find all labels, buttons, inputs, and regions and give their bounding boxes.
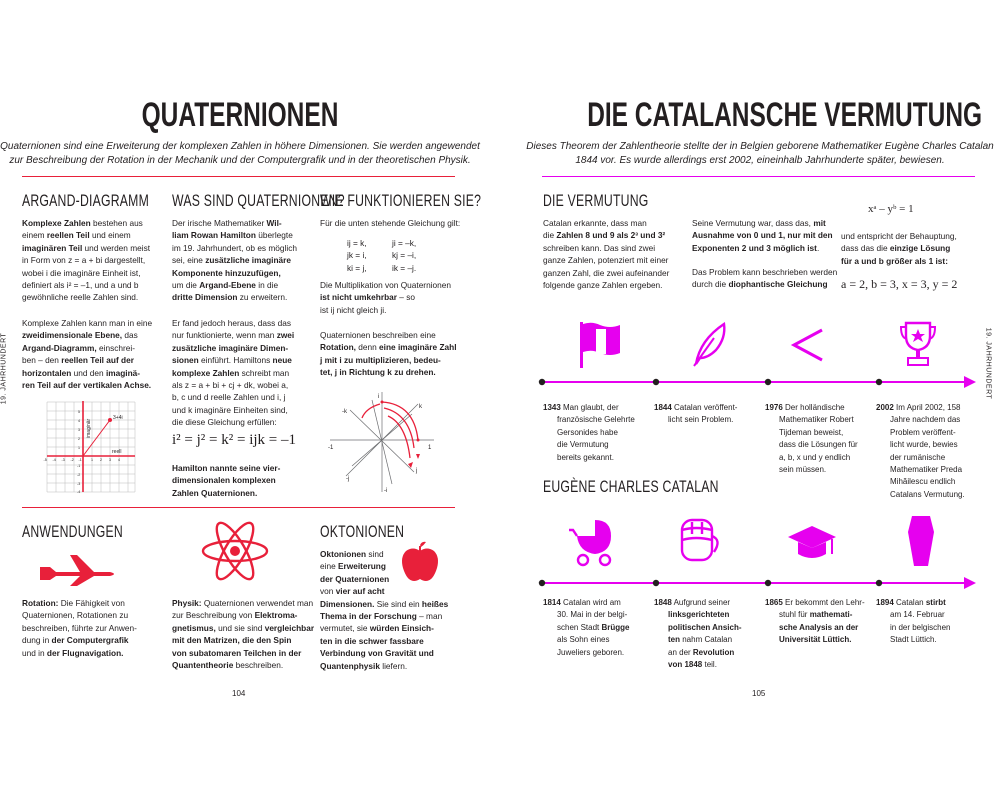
- text-line: Physik: Quaternionen verwendet man: [172, 598, 314, 608]
- left-divider-middle: [22, 507, 455, 508]
- argand-diagram: [44, 398, 138, 494]
- text-line: beschreiben, führte zur Anwen-: [22, 622, 137, 633]
- svg-text:-1: -1: [77, 464, 81, 468]
- text-line: ganze Zahlen, potenziert mit einer: [543, 255, 669, 266]
- text-line: ten in die schwer fassbare: [320, 635, 424, 646]
- text-line: wobei i die imaginäre Einheit ist,: [22, 267, 141, 278]
- timeline-1-entry-1343: 1343 Man glaubt, der französische Gelehrte Gersonides habe die Vermutung bereits gekannt.: [543, 403, 635, 462]
- svg-text:1: 1: [91, 458, 93, 462]
- text-line: ganzen Zahl, die zwei aufeinander: [543, 267, 670, 278]
- svg-text:i: i: [378, 394, 380, 400]
- right-intro: Dieses Theorem der Zahlentheorie stellte der in Belgien geborene Mathematiker Eugène Charles Catalan 1844 vor. Es wurde allerdings erst 2002, eineinhalb Jahrhunderte später, bewiesen.: [526, 141, 994, 166]
- mortarboard-icon: [786, 524, 838, 564]
- svg-text:k: k: [419, 404, 422, 410]
- text-line: die Zahlen 8 und 9 als 2³ und 3²: [543, 230, 666, 241]
- text-line: gewöhnliche reelle Zahlen sind.: [22, 292, 139, 303]
- timeline-dot: [765, 580, 771, 586]
- text-line: nur funktionierte, wenn man zwei: [172, 330, 295, 341]
- less-than-icon: [788, 326, 826, 364]
- text-line: j mit i zu multiplizieren, bedeu-: [320, 354, 441, 365]
- timeline-dot: [653, 379, 659, 385]
- text-line: durch die diophantische Gleichung: [692, 279, 828, 290]
- text-line: sei, eine zusätzliche imaginäre: [172, 255, 291, 266]
- text-line: zweidimensionale Ebene, das: [22, 330, 138, 341]
- text-line: b, c und d reelle Zahlen und i, j: [172, 392, 286, 403]
- wie-paragraph-1: [320, 217, 465, 229]
- timeline-1-axis: [538, 375, 978, 389]
- text-line: imaginären Teil und werden meist: [22, 242, 151, 253]
- svg-text:-j: -j: [346, 476, 350, 482]
- text-line: Thema in der Forschung – man: [320, 611, 443, 622]
- argand-heading: ARGAND-DIAGRAMM: [22, 191, 150, 210]
- text-line: Das Problem kann beschrieben werden: [692, 267, 838, 277]
- svg-text:-3: -3: [61, 458, 65, 462]
- was-paragraph-3: [172, 462, 312, 499]
- left-page-title: QUATERNIONEN: [141, 96, 339, 134]
- svg-text:3: 3: [109, 458, 111, 462]
- svg-text:4: 4: [118, 458, 120, 462]
- text-line: zur Beschreibung von Elektroma-: [172, 610, 298, 621]
- timeline-2-entry-1814: 1814 Catalan wird am 30. Mai in der belgi- schen Stadt Brügge als Sohn eines Juweliers geboren.: [543, 598, 630, 657]
- svg-text:-2: -2: [77, 473, 81, 477]
- left-page-number: 104: [232, 689, 246, 698]
- timeline-1-entry-2002: 2002 Im April 2002, 158 Jahre nachdem das Problem veröffent- licht wurde, bewies der rumänische Mathematiker Preda Mihăilescu endlich Catalans Vermutung.: [876, 403, 965, 499]
- text-line: folgende ganze Zahlen ergeben.: [543, 280, 663, 291]
- timeline-dot: [653, 580, 659, 586]
- timeline-2-entry-1848: 1848 Aufgrund seiner linksgerichteten politischen Ansich- ten nahm Catalan an der Revolution von 1848 teil.: [654, 598, 742, 670]
- svg-text:-1: -1: [78, 458, 82, 462]
- timeline-1-entry-1976: 1976 Der holländische Mathematiker Robert Tijdeman beweist, dass die Lösungen für a, b, x und y endlich sein müssen.: [765, 403, 858, 475]
- argand-imag-label: imaginär: [86, 418, 92, 438]
- text-line: von subatomaren Teilchen in der: [172, 647, 302, 658]
- svg-text:2: 2: [78, 437, 80, 441]
- was-paragraph-2: [172, 317, 312, 429]
- right-page-number: 105: [752, 689, 766, 698]
- argand-y-ticks: [77, 410, 80, 494]
- svg-text:2: 2: [100, 458, 102, 462]
- text-line: einem reellen Teil und einem: [22, 230, 131, 241]
- text-line: gnetismus, und sie sind vergleichbar: [172, 622, 315, 633]
- physik-paragraph: [172, 597, 317, 671]
- text-line: Seine Vermutung war, dass das, mit: [692, 218, 826, 228]
- timeline-1-entry-1844: 1844 Catalan veröffent- licht sein Problem.: [654, 403, 738, 425]
- text-line: für a und b größer als 1 ist:: [841, 255, 948, 266]
- timeline-dot: [765, 379, 771, 385]
- text-line: Exponenten 2 und 3 möglich ist.: [692, 242, 820, 253]
- text-line: Oktonionen sind: [320, 549, 384, 559]
- wie-equations: ij = k, ji = –k, jk = i, kj = –i, ki = j, ik = –j.: [347, 238, 417, 273]
- timeline-dot: [539, 379, 545, 385]
- svg-text:5: 5: [78, 410, 80, 414]
- timeline-2-entry-1865: 1865 Er bekommt den Lehr- stuhl für mathemati- sche Analysis an der Universität Lüttich.: [765, 598, 865, 645]
- text-line: ben – den reellen Teil auf der: [22, 355, 134, 366]
- vermutung-paragraph-1: [543, 217, 683, 291]
- svg-text:-i: -i: [384, 488, 388, 494]
- was-heading: WAS SIND QUATERNIONEN?: [172, 191, 345, 210]
- text-line: Komplexe Zahlen kann man in eine: [22, 318, 153, 328]
- argand-real-label: reell: [112, 449, 122, 455]
- svg-text:-1: -1: [328, 445, 334, 451]
- feather-icon: [690, 320, 730, 368]
- vermutung-heading: DIE VERMUTUNG: [543, 191, 649, 210]
- oktonionen-heading: OKTONIONEN: [320, 522, 405, 541]
- text-line: definiert als i² = –1, und a und b: [22, 280, 139, 291]
- text-line: Quantenphysik liefern.: [320, 660, 408, 671]
- text-line: sionen einführt. Hamiltons neue: [172, 355, 292, 366]
- text-line: Rotation, denn eine imaginäre Zahl: [320, 342, 457, 353]
- catalan-heading: EUGÈNE CHARLES CATALAN: [543, 477, 719, 496]
- svg-text:-3: -3: [77, 482, 81, 486]
- right-divider-top: [542, 176, 975, 177]
- text-line: ist nicht umkehrbar – so: [320, 292, 415, 303]
- argand-point-label: 3+4i: [113, 415, 123, 421]
- was-paragraph-1: [172, 217, 312, 304]
- argand-paragraph-1: [22, 217, 162, 304]
- text-line: und k imaginäre Einheiten sind,: [172, 404, 288, 415]
- text-line: und in der Flugnavigation.: [22, 647, 124, 658]
- vermutung-paragraph-4: [841, 230, 981, 267]
- vermutung-paragraph-2: [692, 217, 842, 254]
- timeline-dot: [539, 580, 545, 586]
- text-line: als z = a + bi + cj + dk, wobei a,: [172, 380, 289, 391]
- text-line: zusätzliche imaginäre Dimen-: [172, 342, 289, 353]
- text-line: eine Erweiterung: [320, 561, 386, 572]
- atom-icon: [199, 522, 271, 580]
- solution-equation: a = 2, b = 3, x = 3, y = 2: [841, 277, 958, 291]
- rotation-labels: [328, 394, 432, 494]
- text-line: in Form von z = a + bi dargestellt,: [22, 255, 146, 266]
- svg-text:1: 1: [428, 445, 432, 451]
- svg-text:j: j: [416, 468, 418, 474]
- svg-text:-5: -5: [43, 458, 47, 462]
- rotation-paragraph: [22, 597, 162, 659]
- text-line: tet, j in Richtung k zu drehen.: [320, 367, 436, 378]
- text-line: Die Multiplikation von Quaternionen: [320, 280, 451, 290]
- text-line: schreiben kann. Das sind zwei: [543, 242, 656, 253]
- text-line: Komponente hinzuzufügen,: [172, 267, 281, 278]
- coffin-icon: [906, 514, 936, 568]
- wie-heading: WIE FUNKTIONIEREN SIE?: [320, 191, 482, 210]
- svg-text:3: 3: [78, 428, 80, 432]
- text-line: Catalan erkannte, dass man: [543, 218, 647, 228]
- quaternion-rotation-diagram: [322, 388, 442, 498]
- airplane-icon: [36, 553, 120, 587]
- text-line: ren Teil auf der vertikalen Achse.: [22, 380, 152, 391]
- text-line: horizontalen und den imaginä-: [22, 367, 141, 378]
- flag-icon: [578, 320, 624, 370]
- text-line: dass das die einzige Lösung: [841, 243, 951, 254]
- left-intro: Quaternionen sind eine Erweiterung der komplexen Zahlen in höhere Dimensionen. Sie werden angewendet zur Beschreibung der Rotation in der Mechanik und der Computergrafik und in der theoretischen Physik.: [0, 141, 480, 166]
- text-line: und entspricht der Behauptung,: [841, 231, 957, 241]
- text-line: komplexe Zahlen schreibt man: [172, 367, 290, 378]
- left-side-label: 19. JAHRHUNDERT: [0, 332, 8, 405]
- trophy-icon: [898, 320, 938, 368]
- text-line: Quaternionen, Rotationen zu: [22, 610, 129, 621]
- text-line: der Quaternionen: [320, 573, 390, 584]
- argand-x-ticks: [44, 458, 121, 462]
- svg-text:-4: -4: [52, 458, 56, 462]
- text-line: dimensionalen komplexen: [172, 475, 276, 486]
- right-page-title: DIE CATALANSCHE VERMUTUNG: [587, 96, 983, 134]
- text-line: Komplexe Zahlen bestehen aus: [22, 218, 143, 228]
- wie-paragraph-2: [320, 279, 465, 316]
- timeline-2-entry-1894: 1894 Catalan stirbt am 14. Februar in der belgischen Stadt Lüttich.: [876, 598, 951, 645]
- right-side-label: 19. JAHRHUNDERT: [984, 327, 992, 400]
- left-divider-top: [22, 176, 455, 177]
- text-line: dritte Dimension zu erweitern.: [172, 292, 288, 303]
- vermutung-paragraph-3: [692, 266, 842, 291]
- argand-paragraph-2: [22, 317, 162, 391]
- hamilton-equation: i² = j² = k² = ijk = –1: [172, 432, 296, 448]
- timeline-dot: [876, 580, 882, 586]
- text-line: dung in der Computergrafik: [22, 635, 129, 646]
- text-line: Für die unten stehende Gleichung gilt:: [320, 218, 461, 228]
- text-line: Argand-Diagramm, einschrei-: [22, 342, 135, 353]
- text-line: die diese Gleichung erfüllen:: [172, 417, 277, 428]
- text-line: Quantentheorie beschreiben.: [172, 660, 284, 671]
- pram-icon: [567, 516, 621, 568]
- text-line: Hamilton nannte seine vier-: [172, 463, 281, 473]
- fist-icon: [676, 514, 724, 568]
- text-line: mit den Matrizen, die den Spin: [172, 635, 292, 646]
- text-line: Er fand jedoch heraus, dass das: [172, 318, 291, 328]
- text-line: Der irische Mathematiker Wil-: [172, 218, 282, 228]
- text-line: um die Argand-Ebene in die: [172, 280, 279, 291]
- text-line: vermutet, sie würden Einsich-: [320, 623, 434, 634]
- diophantine-equation: xᵃ – yᵇ = 1: [868, 203, 914, 215]
- text-line: Verbindung von Gravität und: [320, 648, 434, 659]
- anwendungen-heading: ANWENDUNGEN: [22, 522, 123, 541]
- oktonionen-paragraph: [320, 548, 470, 672]
- timeline-dot: [876, 379, 882, 385]
- text-line: Zahlen Quaternionen.: [172, 487, 258, 498]
- text-line: ist ij nicht gleich ji.: [320, 304, 387, 315]
- wie-paragraph-3: [320, 329, 465, 379]
- text-line: Quaternionen beschreiben eine: [320, 330, 436, 340]
- svg-text:4: 4: [78, 419, 80, 423]
- svg-text:1: 1: [78, 446, 80, 450]
- text-line: im 19. Jahrhundert, ob es möglich: [172, 242, 297, 253]
- text-line: Ausnahme von 0 und 1, nur mit den: [692, 230, 833, 241]
- text-line: liam Rowan Hamilton überlegte: [172, 230, 293, 241]
- text-line: Rotation: Die Fähigkeit von: [22, 598, 125, 608]
- text-line: Dimensionen. Sie sind ein heißes: [320, 598, 449, 609]
- svg-text:-k: -k: [342, 409, 347, 415]
- timeline-2-axis: [538, 576, 978, 590]
- svg-text:-2: -2: [70, 458, 74, 462]
- text-line: von vier auf acht: [320, 586, 385, 597]
- svg-text:-4: -4: [77, 490, 81, 494]
